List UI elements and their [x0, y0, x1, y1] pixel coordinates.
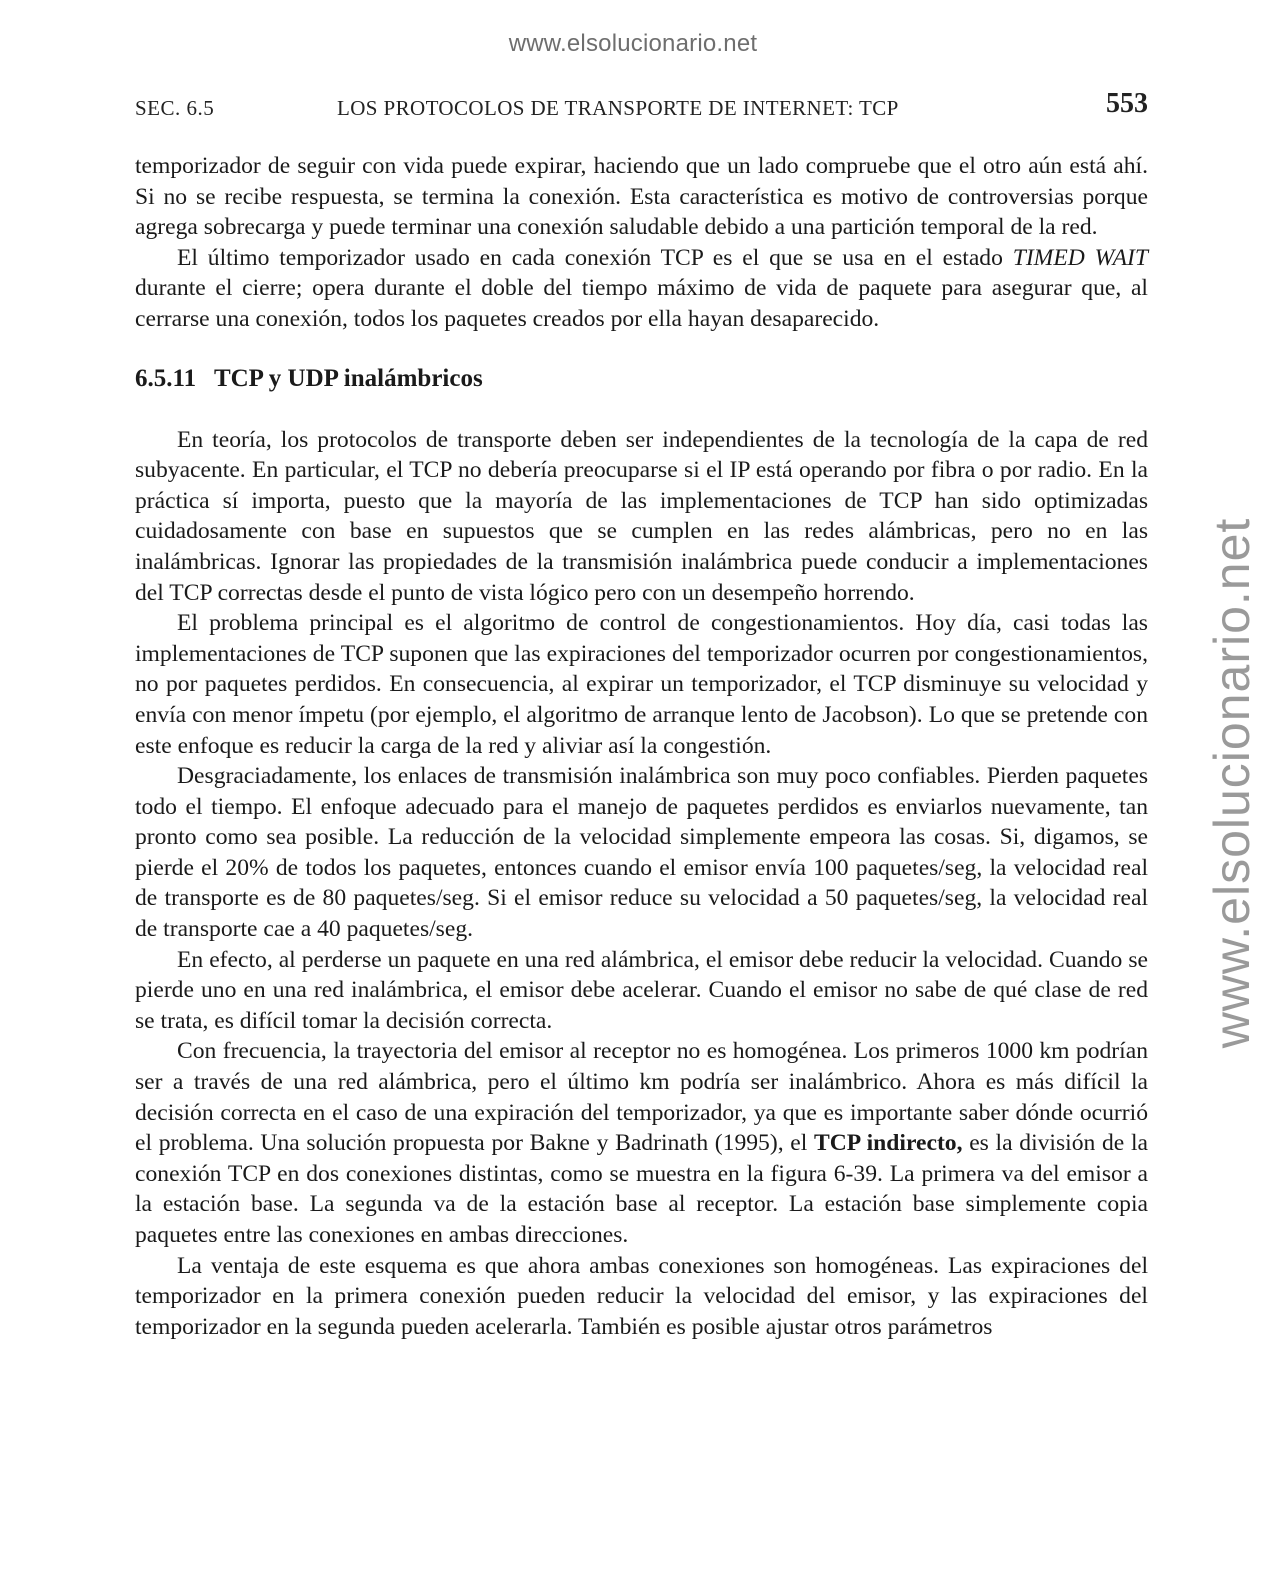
- paragraph-continued: temporizador de seguir con vida puede expirar, haciendo que un lado compruebe que el otro aún está ahí. Si no se recibe respuesta, se termina la conexión. Esta característica es motivo de controversias porque agrega sobrecarga y puede terminar una conexión saludable debido a una partición temporal de la red.: [135, 153, 1148, 241]
- text-run: durante el cierre; opera durante el doble del tiempo máximo de vida de paquete para asegurar que, al cerrarse una conexión, todos los paquetes creados por ella hayan desaparecido.: [135, 275, 1148, 332]
- section-title: TCP y UDP inalámbricos: [213, 364, 483, 392]
- paragraph: Desgraciadamente, los enlaces de transmisión inalámbrica son muy poco confiables. Pierden paquetes todo el tiempo. El enfoque adecuado para el manejo de paquetes perdidos es enviarlos nuevamente, tan pronto como sea posible. La reducción de la velocidad simplemente empeora las cosas. Si, digamos, se pierde el 20% de todos los paquetes, entonces cuando el emisor envía 100 paquetes/seg, la velocidad real de transporte es de 80 paquetes/seg. Si el emisor reduce su velocidad a 50 paquetes/seg, la velocidad real de transporte cae a 40 paquetes/seg.: [135, 763, 1148, 943]
- section-heading: [135, 359, 1148, 399]
- watermark-side: www.elsolucionario.net: [1204, 517, 1260, 1049]
- paragraph-timed-wait: [135, 243, 1148, 335]
- watermark-top: www.elsolucionario.net: [508, 30, 758, 57]
- paragraph-indirect-tcp: [135, 1036, 1148, 1250]
- text-run: es la división de la conexión TCP en dos conexiones distintas, como se muestra en la figura 6-39. La primera va del emisor a la estación base. La segunda va de la estación base al receptor. La estación base simplemente copia paquetes entre las conexiones en ambas direcciones.: [135, 1130, 1148, 1248]
- text-run: Con frecuencia, la trayectoria del emisor al receptor no es homogénea. Los primeros 1000 km podrían ser a través de una red alámbrica, pero el último km podría ser inalámbrico. Ahora es más difícil la decisión correcta en el caso de una expiración del temporizador, ya que es importante saber dónde ocurrió el problema. Una solución propuesta por Bakne y Badrinath (1995), el: [135, 1038, 1148, 1157]
- section-label: SEC. 6.5: [135, 96, 215, 120]
- text-run: El último temporizador usado en cada conexión TCP es el que se usa en el estado: [177, 244, 1013, 271]
- page-body: [135, 151, 1148, 1342]
- chapter-title: LOS PROTOCOLOS DE TRANSPORTE DE INTERNET: TCP: [337, 96, 899, 120]
- page-number: 553: [1106, 88, 1148, 119]
- paragraph: El problema principal es el algoritmo de control de congestionamientos. Hoy día, casi todas las implementaciones de TCP suponen que las expiraciones del temporizador ocurren por congestionamientos, no por paquetes perdidos. En consecuencia, al expirar un temporizador, el TCP disminuye su velocidad y envía con menor ímpetu (por ejemplo, el algoritmo de arranque lento de Jacobson). Lo que se pretende con este enfoque es reducir la carga de la red y aliviar así la congestión.: [135, 610, 1148, 759]
- bold-term: TCP indirecto,: [814, 1130, 963, 1157]
- paragraph-final: La ventaja de este esquema es que ahora ambas conexiones son homogéneas. Las expiraciones del temporizador en la primera conexión pueden reducir la velocidad del emisor, y las expiraciones del temporizador en la segunda pueden acelerarla. También es posible ajustar otros parámetros: [135, 1252, 1148, 1340]
- paragraph: En teoría, los protocolos de transporte deben ser independientes de la tecnología de la capa de red subyacente. En particular, el TCP no debería preocuparse si el IP está operando por fibra o por radio. En la práctica sí importa, puesto que la mayoría de las implementaciones de TCP han sido optimizadas cuidadosamente con base en supuestos que se cumplen en las redes alámbricas, pero no en las inalámbricas. Ignorar las propiedades de la transmisión inalámbrica puede conducir a implementaciones del TCP correctas desde el punto de vista lógico pero con un desempeño horrendo.: [135, 426, 1148, 606]
- italic-term: TIMED WAIT: [1012, 244, 1148, 271]
- paragraph: En efecto, al perderse un paquete en una red alámbrica, el emisor debe reducir la velocidad. Cuando se pierde uno en una red inalámbrica, el emisor debe acelerar. Cuando el emisor no sabe de qué clase de red se trata, es difícil tomar la decisión correcta.: [135, 946, 1148, 1034]
- section-number: 6.5.11: [135, 364, 197, 392]
- running-head: [135, 88, 1148, 124]
